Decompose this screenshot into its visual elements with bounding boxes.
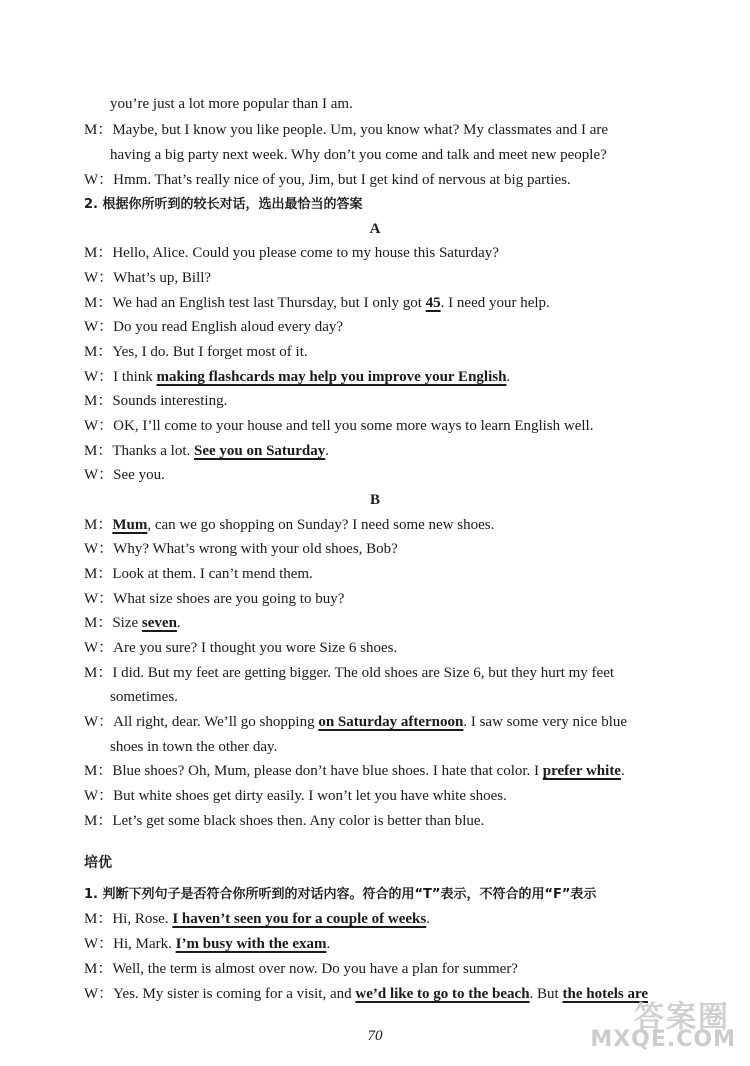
line-text: sometimes.: [110, 689, 178, 705]
line-text: .: [325, 443, 330, 459]
text-line: [84, 712, 710, 732]
text-line: [84, 170, 710, 190]
text-line: [84, 959, 710, 979]
line-text: . I saw some very nice blue: [463, 714, 628, 730]
line-text: M：Maybe, but I know you like people. Um, you know what? My classmates and I are: [84, 122, 609, 138]
watermark-bottom-text: MXQE.COM: [590, 1027, 736, 1052]
text-line: [84, 761, 710, 781]
answer-underline: we’d like to go to the beach: [355, 986, 530, 1002]
line-text: W：All right, dear. We’ll go shopping: [84, 714, 319, 730]
text-line: [84, 441, 710, 461]
line-text: .: [620, 763, 625, 779]
text-line: [84, 638, 710, 658]
line-text: A: [369, 221, 381, 237]
text-line: [84, 317, 710, 337]
section-heading: [84, 885, 710, 905]
line-text: M：Well, the term is almost over now. Do you have a plan for summer?: [84, 961, 518, 977]
line-text: W：See you.: [84, 467, 165, 483]
answer-underline: prefer white: [542, 763, 621, 779]
text-line: [84, 391, 710, 411]
line-text: M：: [84, 517, 113, 533]
watermark-logo: [586, 992, 736, 1052]
line-text: W：Hmm. That’s really nice of you, Jim, but I get kind of nervous at big parties.: [84, 172, 571, 188]
line-text: W：Hi, Mark.: [84, 936, 176, 952]
line-text: M：Hello, Alice. Could you please come to my house this Saturday?: [84, 245, 499, 261]
text-line: [84, 515, 710, 535]
line-text: .: [326, 936, 331, 952]
line-text: M：Hi, Rose.: [84, 911, 173, 927]
section-heading: [84, 195, 710, 215]
answer-underline: making flashcards may help you improve your English: [156, 369, 507, 385]
line-text: M：Look at them. I can’t mend them.: [84, 566, 313, 582]
line-text: M：Size: [84, 615, 142, 631]
line-text: 培优: [84, 855, 112, 871]
line-text: M：Yes, I do. But I forget most of it.: [84, 344, 308, 360]
line-text: W：What size shoes are you going to buy?: [84, 591, 345, 607]
line-text: M：I did. But my feet are getting bigger. The old shoes are Size 6, but they hurt my feet: [84, 665, 615, 681]
answer-underline: Mum: [112, 517, 148, 533]
page-number: 70: [367, 1028, 383, 1044]
line-text: , can we go shopping on Sunday? I need some new shoes.: [147, 517, 495, 533]
text-line: [84, 293, 710, 313]
text-line: [84, 663, 710, 683]
answer-underline: the hotels are: [562, 986, 649, 1002]
section-heading: [84, 853, 710, 873]
text-line: [110, 94, 710, 114]
text-line: [84, 465, 710, 485]
line-text: shoes in town the other day.: [110, 739, 278, 755]
text-line: [84, 613, 710, 633]
line-text: W：But white shoes get dirty easily. I won’t let you have white shoes.: [84, 788, 507, 804]
answer-underline: See you on Saturday: [194, 443, 326, 459]
text-line: [110, 145, 710, 165]
line-text: B: [369, 492, 380, 508]
line-text: W：I think: [84, 369, 157, 385]
text-line: [84, 539, 710, 559]
text-line: [84, 564, 710, 584]
text-line: [110, 687, 710, 707]
text-line: [84, 367, 710, 387]
answer-underline: on Saturday afternoon: [318, 714, 464, 730]
answer-underline: seven: [141, 615, 177, 631]
text-line: [84, 268, 710, 288]
answer-underline: I’m busy with the exam: [175, 936, 327, 952]
line-text: M：Blue shoes? Oh, Mum, please don’t have blue shoes. I hate that color. I: [84, 763, 543, 779]
line-text: W：Why? What’s wrong with your old shoes, Bob?: [84, 541, 398, 557]
text-line: [110, 737, 710, 757]
text-line: [84, 786, 710, 806]
line-text: .: [176, 615, 181, 631]
text-line: [84, 243, 710, 263]
line-text: .: [426, 911, 430, 927]
line-text: W：OK, I’ll come to your house and tell you some more ways to learn English well.: [84, 418, 594, 434]
line-text: M：Let’s get some black shoes then. Any color is better than blue.: [84, 813, 485, 829]
line-text: M：Sounds interesting.: [84, 393, 228, 409]
line-text: 1. 判断下列句子是否符合你所听到的对话内容。符合的用“T”表示，不符合的用“F”表示: [84, 887, 597, 902]
line-text: . But: [529, 986, 563, 1002]
watermark-top-text: 答案圈: [634, 1000, 730, 1035]
answer-underline: 45: [425, 295, 441, 311]
subsection-label: [0, 219, 750, 239]
text-line: [84, 120, 710, 140]
line-text: W：What’s up, Bill?: [84, 270, 212, 286]
text-line: [84, 811, 710, 831]
line-text: .: [506, 369, 511, 385]
line-text: W：Yes. My sister is coming for a visit, and: [84, 986, 356, 1002]
text-line: [84, 589, 710, 609]
answer-underline: I haven’t seen you for a couple of weeks: [172, 911, 427, 927]
line-text: W：Do you read English aloud every day?: [84, 319, 344, 335]
text-line: [84, 934, 710, 954]
line-text: you’re just a lot more popular than I am.: [110, 96, 353, 112]
line-text: . I need your help.: [440, 295, 550, 311]
text-line: [84, 342, 710, 362]
line-text: 2. 根据你所听到的较长对话，选出最恰当的答案: [84, 197, 363, 212]
line-text: having a big party next week. Why don’t you come and talk and meet new people?: [110, 147, 607, 163]
text-line: [84, 416, 710, 436]
text-line: [84, 909, 710, 929]
subsection-label: [0, 490, 750, 510]
line-text: M：We had an English test last Thursday, but I only got: [84, 295, 426, 311]
line-text: M：Thanks a lot.: [84, 443, 194, 459]
line-text: W：Are you sure? I thought you wore Size 6 shoes.: [84, 640, 398, 656]
